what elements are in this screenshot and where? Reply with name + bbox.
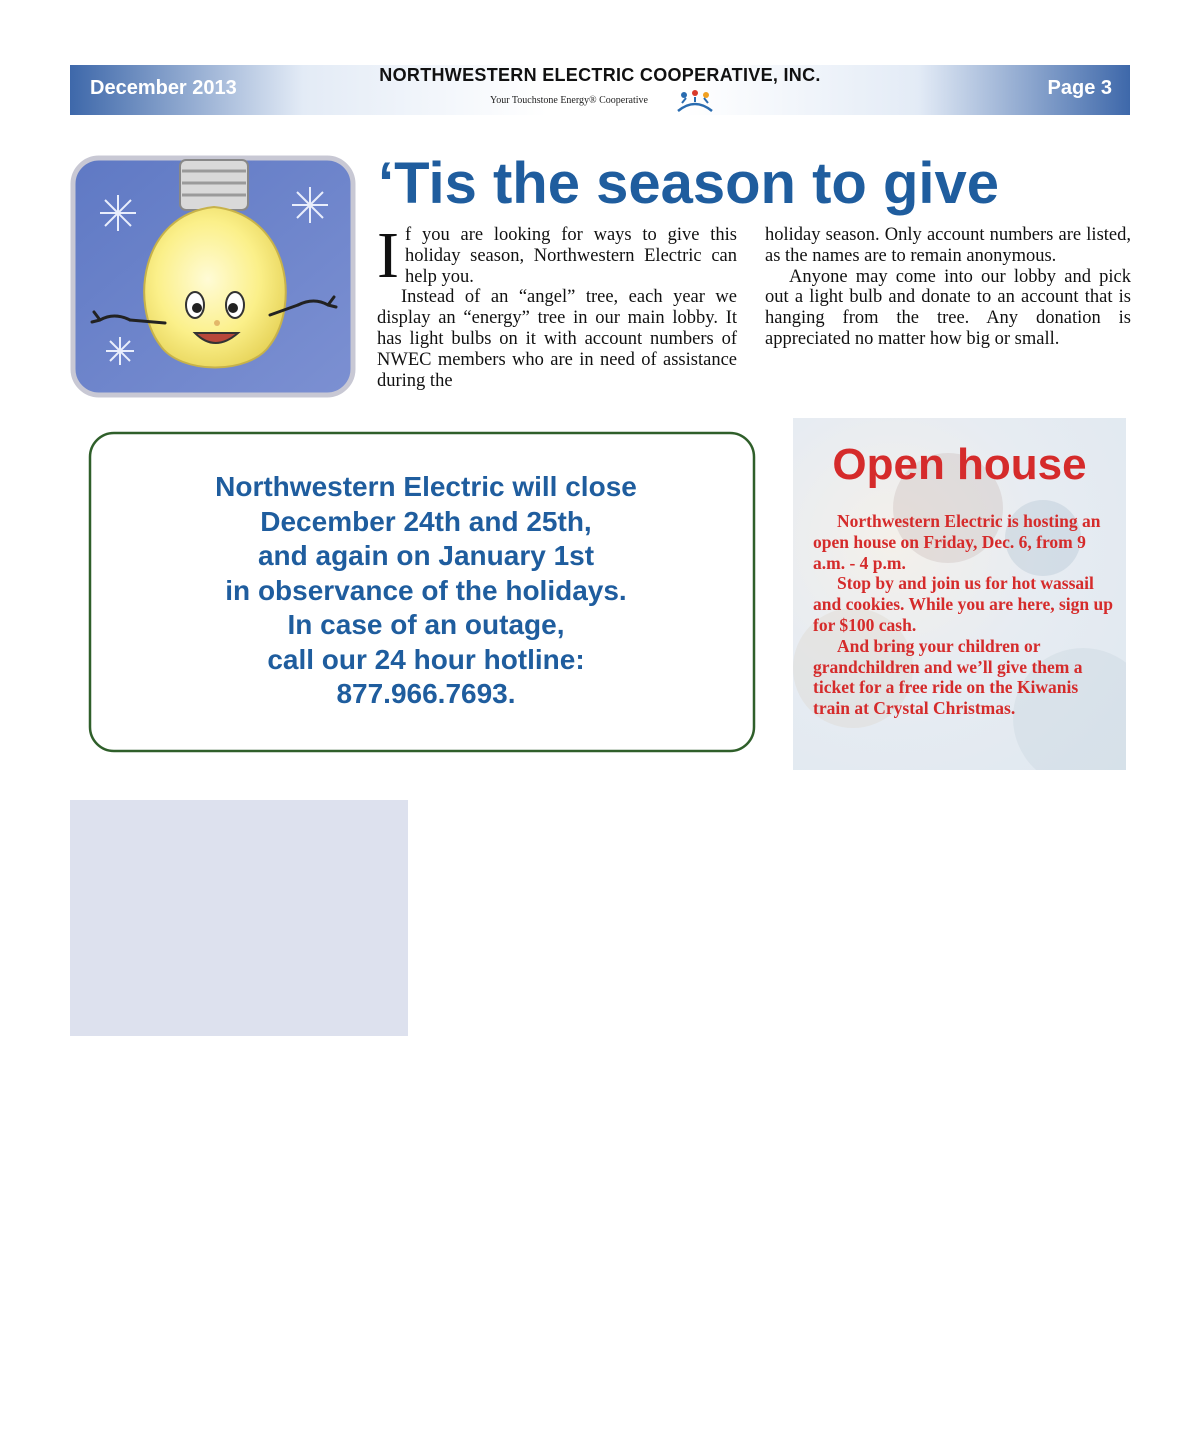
season-paragraph-4: Anyone may come into our lobby and pick out a light bulb and donate to an account that is hanging from the tree. Any donation is appreciated no matter how big or small.: [765, 266, 1131, 349]
season-article-column-2: [765, 225, 1131, 350]
season-paragraph-1: f you are looking for ways to give this holiday season, Northwestern Electric can help you.: [404, 225, 737, 287]
issue-date: December 2013: [90, 77, 237, 99]
notice-line: In case of an outage,: [287, 609, 565, 640]
contest-panel-bg200: [70, 800, 408, 1036]
open-house-text: [813, 511, 1113, 719]
season-paragraph-2: Instead of an “angel” tree, each year we display an “energy” tree in our main lobby. It has light bulbs on it with account numbers of NWEC members who are in need of assistance during the: [377, 287, 737, 391]
season-paragraph-3: holiday season. Only account numbers are listed, as the names are to remain anonymous.: [765, 225, 1131, 266]
notice-line: and again on January 1st: [257, 540, 595, 571]
notice-line: call our 24 hour hotline:: [267, 643, 585, 675]
season-article-title: ‘Tis the season to give: [378, 151, 1000, 216]
light-bulb-illustration: [70, 155, 356, 398]
open-house-paragraph-2: Stop by and join us for hot wassail and cookies. While you are here, sign up for $100 cash.: [813, 573, 1113, 635]
notice-line: Northwestern Electric will close: [215, 471, 637, 502]
open-house-panel: [793, 418, 1126, 770]
season-article-column-1: [377, 219, 737, 391]
notice-line: in observance of the holidays.: [225, 574, 627, 606]
page-number: Page 3: [1047, 77, 1112, 99]
hotline-number: 877.966.7693.: [336, 678, 516, 709]
organization-name: NORTHWESTERN ELECTRIC COOPERATIVE, INC.: [379, 65, 821, 85]
tagline: Your Touchstone Energy® Cooperative: [490, 95, 648, 106]
drop-cap: I: [377, 219, 399, 292]
open-house-title: Open house: [832, 440, 1087, 489]
notice-line: December 24th and 25th,: [260, 505, 592, 537]
closing-notice: [110, 470, 742, 712]
open-house-paragraph-3: And bring your children or grandchildren and we’ll give them a ticket for a free ride on the Kiwanis train at Crystal Christmas.: [813, 635, 1083, 719]
touchstone-logo-icon: [674, 89, 716, 113]
newsletter-header: [70, 65, 1130, 115]
open-house-paragraph-1: Northwestern Electric is hosting an open house on Friday, Dec. 6, from 9 a.m. - 4 p.m.: [813, 511, 1101, 573]
